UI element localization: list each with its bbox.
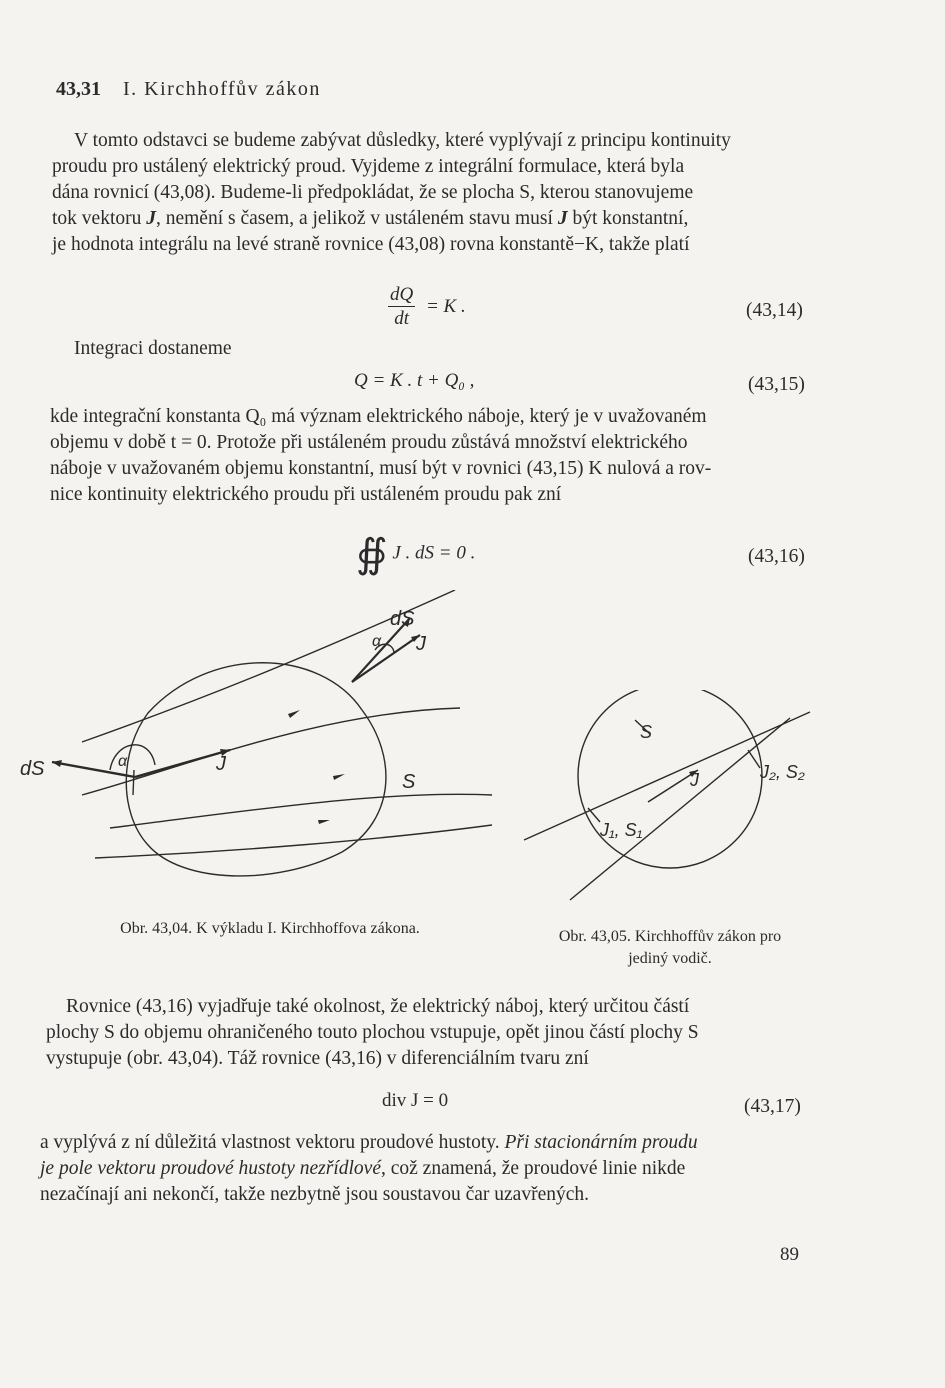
- label-S: S: [640, 722, 653, 742]
- text-fragment: , nemění s časem, a jelikož v ustáleném stavu musí: [155, 208, 558, 229]
- leader-J2S2: [748, 750, 760, 768]
- conductor-edge-lower: [570, 718, 790, 900]
- section-title: I. Kirchhoffův zákon: [123, 78, 321, 100]
- intro-paragraph: [52, 128, 818, 258]
- caption-line: jediný vodič.: [628, 950, 712, 967]
- closed-surface-S: [578, 690, 762, 868]
- text-line: plochy S do objemu ohraničeného touto plochou vstupuje, opět jinou částí plochy S: [46, 1022, 699, 1043]
- equation-label-43-17: (43,17): [744, 1096, 801, 1117]
- flow-line-3: [110, 794, 492, 828]
- vector-symbol: J: [557, 208, 568, 229]
- equation-43-15: Q = K . t + Q₀ ,: [354, 370, 475, 391]
- label-alpha-left: α: [118, 753, 128, 770]
- text-line: náboje v uvažovaném objemu konstantní, musí být v rovnici (43,15) K nulová a rov-: [50, 458, 712, 479]
- text-line: nice kontinuity elektrického proudu při ustáleném proudu pak zní: [50, 484, 562, 505]
- integration-text: Integraci dostaneme: [74, 338, 232, 359]
- middle-paragraph: [50, 404, 820, 508]
- label-dS-left: dS: [20, 758, 45, 780]
- label-J-top: J: [416, 633, 426, 655]
- flow-line-4: [95, 825, 492, 858]
- vector-symbol: J: [146, 208, 156, 229]
- label-alpha-top: α: [372, 633, 382, 650]
- text-line: V tomto odstavci se budeme zabývat důsledky, které vyplývají z principu kontinuity: [74, 130, 731, 151]
- after-figure-paragraph: [46, 994, 816, 1072]
- text-line: proudu pro ustálený elektrický proud. Vyjdeme z integrální formulace, která byla: [52, 156, 685, 177]
- label-S: S: [402, 771, 416, 793]
- text-line: [40, 1156, 810, 1182]
- text-fragment: , což znamená, že proudové linie nikde: [380, 1158, 686, 1179]
- flow-arrow: [333, 774, 345, 780]
- equation-43-17: div J = 0: [382, 1090, 449, 1111]
- text-line: vystupuje (obr. 43,04). Táž rovnice (43,16) v diferenciálním tvaru zní: [46, 1048, 589, 1069]
- fraction-numerator: dQ: [390, 284, 414, 305]
- equation-label-43-16: (43,16): [748, 546, 805, 567]
- label-J2-S2: J₂, S₂: [760, 762, 805, 782]
- emphasis: Při stacionárním proudu: [504, 1132, 698, 1153]
- text-fragment: být konstantní,: [567, 208, 689, 229]
- text-line: Rovnice (43,16) vyjadřuje také okolnost, že elektrický náboj, který určitou částí: [66, 996, 690, 1017]
- section-heading: [56, 78, 321, 101]
- figure-43-05-caption: [520, 926, 820, 970]
- surface-integral-symbol: ∯: [356, 531, 388, 576]
- equation-rhs: = K .: [425, 295, 466, 317]
- text-fragment: tok vektoru: [52, 208, 147, 229]
- final-paragraph: [40, 1130, 810, 1208]
- J-vector-top: [352, 635, 420, 682]
- equation-43-14: [388, 284, 466, 331]
- text-line: je hodnota integrálu na levé straně rovnice (43,08) rovna konstantě−K, takže platí: [52, 234, 690, 255]
- text-line: dána rovnicí (43,08). Budeme-li předpokládat, že se plocha S, kterou stanovujeme: [52, 182, 694, 203]
- section-number: 43,31: [56, 78, 101, 100]
- text-line: objemu v době t = 0. Protože při ustáleném proudu zůstává množství elektrického: [50, 432, 688, 453]
- label-J-left: J: [216, 753, 226, 775]
- normal-tick: [133, 770, 134, 795]
- emphasis: je pole vektoru proudové hustoty nezřídlové: [40, 1158, 381, 1179]
- text-line: [52, 206, 818, 232]
- caption-line: Obr. 43,05. Kirchhoffův zákon pro: [558, 928, 782, 945]
- figure-43-04: [0, 590, 520, 890]
- label-J: J: [690, 770, 699, 790]
- equation-label-43-15: (43,15): [748, 374, 805, 395]
- text-line: kde integrační konstanta Q₀ má význam elektrického náboje, který je v uvažovaném: [50, 406, 707, 427]
- fraction: [388, 284, 415, 331]
- page-number: 89: [780, 1244, 799, 1265]
- fraction-denominator: dt: [394, 308, 409, 329]
- figure-43-05: [510, 690, 830, 920]
- text-line: [40, 1130, 810, 1156]
- alpha-arc-left: [110, 745, 155, 770]
- equation-43-16: [356, 530, 475, 577]
- text-fragment: a vyplývá z ní důležitá vlastnost vektoru proudové hustoty.: [40, 1132, 505, 1153]
- label-dS-top: dS: [390, 608, 415, 630]
- flow-arrow: [318, 820, 330, 824]
- equation-label-43-14: (43,14): [746, 300, 803, 321]
- flow-arrow: [288, 710, 300, 718]
- label-J1-S1: J₁, S₁: [600, 820, 643, 840]
- text-line: nezačínají ani nekončí, takže nezbytně jsou soustavou čar uzavřených.: [40, 1184, 590, 1205]
- figure-43-04-caption: Obr. 43,04. K výkladu I. Kirchhoffova zákona.: [120, 920, 420, 937]
- equation-expr: J . dS = 0 .: [392, 542, 476, 564]
- arrowhead: [52, 760, 62, 767]
